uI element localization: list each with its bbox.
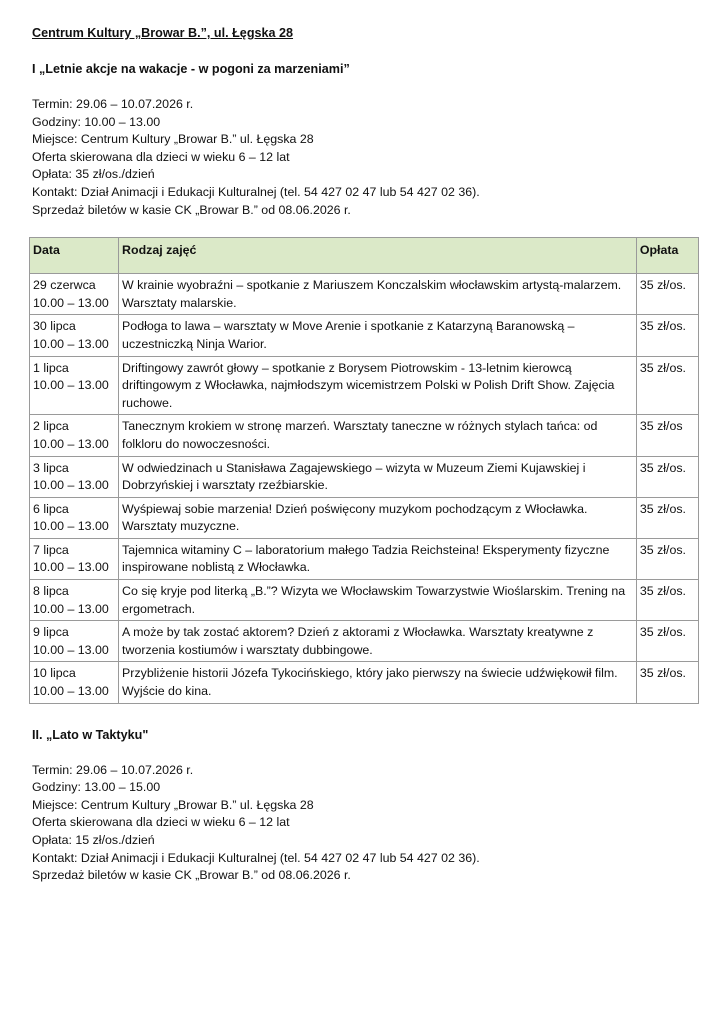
section-2-title: II. „Lato w Taktyku" — [32, 727, 149, 742]
section-2-place: Miejsce: Centrum Kultury „Browar B.” ul. Łęgska 28 — [32, 797, 314, 812]
table-row — [30, 580, 699, 621]
row-description: Driftingowy zawrót głowy – spotkanie z Borysem Piotrowskim - 13-letnim kierowcą driftingowym z Włocławka, najmłodszym wicemistrzem Polski w Polish Drift Show. Zajęcia ruchowe. — [119, 356, 637, 415]
section-1-fee: Opłata: 35 zł/os./dzień — [32, 167, 155, 182]
section-1-audience: Oferta skierowana dla dzieci w wieku 6 – 12 lat — [32, 149, 290, 164]
row-date-cell — [30, 315, 119, 356]
row-date: 30 lipca — [33, 319, 76, 334]
section-2-info — [32, 762, 704, 885]
row-date-cell — [30, 356, 119, 415]
row-date: 9 lipca — [33, 625, 69, 640]
row-fee: 35 zł/os. — [636, 356, 698, 415]
row-date: 2 lipca — [33, 419, 69, 434]
section-1-term: Termin: 29.06 – 10.07.2026 r. — [32, 97, 194, 111]
table-row — [30, 356, 699, 415]
row-fee: 35 zł/os. — [636, 456, 698, 497]
table-row — [30, 662, 699, 703]
row-date-cell — [30, 497, 119, 538]
row-date-cell — [30, 415, 119, 456]
row-hours: 10.00 – 13.00 — [33, 378, 109, 393]
row-fee: 35 zł/os — [636, 415, 698, 456]
row-date-cell — [30, 580, 119, 621]
row-fee: 35 zł/os. — [636, 315, 698, 356]
row-date: 29 czerwca — [33, 278, 96, 293]
row-description: Co się kryje pod literką „B.”? Wizyta we Włocławskim Towarzystwie Wioślarskim. Trening na ergometrach. — [119, 580, 637, 621]
row-description: Wyśpiewaj sobie marzenia! Dzień poświęcony muzykom pochodzącym z Włocławka. Warsztaty muzyczne. — [119, 497, 637, 538]
table-row — [30, 456, 699, 497]
table-row — [30, 538, 699, 579]
row-description: Przybliżenie historii Józefa Tykocińskiego, który jako pierwszy na świecie udźwiękowił film. Wyjście do kina. — [119, 662, 637, 703]
row-date: 6 lipca — [33, 501, 69, 516]
header-date: Data — [30, 238, 119, 274]
section-2-tickets: Sprzedaż biletów w kasie CK „Browar B.” od 08.06.2026 r. — [32, 868, 351, 883]
section-1-hours: Godziny: 10.00 – 13.00 — [32, 114, 161, 129]
row-date: 7 lipca — [33, 542, 69, 557]
row-description: Tanecznym krokiem w stronę marzeń. Warsztaty taneczne w różnych stylach tańca: od folkloru do nowoczesności. — [119, 415, 637, 456]
row-fee: 35 zł/os. — [636, 497, 698, 538]
row-description: W odwiedzinach u Stanisława Zagajewskiego – wizyta w Muzeum Ziemi Kujawskiej i Dobrzyńskiej i warsztaty rzeźbiarskie. — [119, 456, 637, 497]
row-date-cell — [30, 456, 119, 497]
table-row — [30, 497, 699, 538]
table-row — [30, 621, 699, 662]
section-1-title: I „Letnie akcje na wakacje - w pogoni za marzeniami” — [32, 62, 350, 76]
header-fee: Opłata — [636, 238, 698, 274]
row-description: Podłoga to lawa – warsztaty w Move Arenie i spotkanie z Katarzyną Baranowską – uczestniczką Ninja Warior. — [119, 315, 637, 356]
section-1-info — [32, 96, 704, 219]
section-2-term: Termin: 29.06 – 10.07.2026 r. — [32, 762, 194, 777]
row-hours: 10.00 – 13.00 — [33, 560, 109, 575]
row-hours: 10.00 – 13.00 — [33, 601, 109, 616]
row-date: 8 lipca — [33, 584, 69, 599]
header-activity: Rodzaj zajęć — [119, 238, 637, 274]
section-1-place: Miejsce: Centrum Kultury „Browar B.” ul. Łęgska 28 — [32, 132, 314, 147]
document-page — [32, 24, 704, 885]
row-hours: 10.00 – 13.00 — [33, 642, 109, 657]
row-description: A może by tak zostać aktorem? Dzień z aktorami z Włocławka. Warsztaty kreatywne z tworzenia kostiumów i warsztaty dubbingowe. — [119, 621, 637, 662]
row-date-cell — [30, 621, 119, 662]
section-2-fee: Opłata: 15 zł/os./dzień — [32, 833, 155, 847]
row-hours: 10.00 – 13.00 — [33, 684, 109, 699]
row-date: 10 lipca — [33, 666, 76, 681]
section-2-hours: Godziny: 13.00 – 15.00 — [32, 780, 161, 795]
row-hours: 10.00 – 13.00 — [33, 519, 109, 534]
table-row — [30, 274, 699, 315]
row-fee: 35 zł/os. — [636, 621, 698, 662]
schedule-table — [29, 237, 699, 703]
row-date-cell — [30, 274, 119, 315]
row-date: 3 lipca — [33, 460, 69, 475]
row-hours: 10.00 – 13.00 — [33, 295, 109, 310]
row-fee: 35 zł/os. — [636, 274, 698, 315]
section-1-contact: Kontakt: Dział Animacji i Edukacji Kulturalnej (tel. 54 427 02 47 lub 54 427 02 36). — [32, 184, 480, 199]
document-title: Centrum Kultury „Browar B.”, ul. Łęgska 28 — [32, 26, 294, 40]
table-row — [30, 315, 699, 356]
row-hours: 10.00 – 13.00 — [33, 336, 109, 351]
table-row — [30, 415, 699, 456]
row-hours: 10.00 – 13.00 — [33, 478, 109, 493]
row-fee: 35 zł/os. — [636, 580, 698, 621]
row-fee: 35 zł/os. — [636, 538, 698, 579]
row-fee: 35 zł/os. — [636, 662, 698, 703]
row-description: Tajemnica witaminy C – laboratorium małego Tadzia Reichsteina! Eksperymenty fizyczne inspirowane noblistą z Włocławka. — [119, 538, 637, 579]
row-description: W krainie wyobraźni – spotkanie z Mariuszem Konczalskim włocławskim artystą-malarzem. Warsztaty malarskie. — [119, 274, 637, 315]
row-hours: 10.00 – 13.00 — [33, 436, 109, 451]
section-2-contact: Kontakt: Dział Animacji i Edukacji Kulturalnej (tel. 54 427 02 47 lub 54 427 02 36). — [32, 850, 480, 865]
section-1-tickets: Sprzedaż biletów w kasie CK „Browar B.” od 08.06.2026 r. — [32, 202, 351, 217]
row-date-cell — [30, 538, 119, 579]
table-header-row — [30, 238, 699, 274]
row-date-cell — [30, 662, 119, 703]
section-2-audience: Oferta skierowana dla dzieci w wieku 6 – 12 lat — [32, 815, 290, 830]
row-date: 1 lipca — [33, 360, 69, 375]
